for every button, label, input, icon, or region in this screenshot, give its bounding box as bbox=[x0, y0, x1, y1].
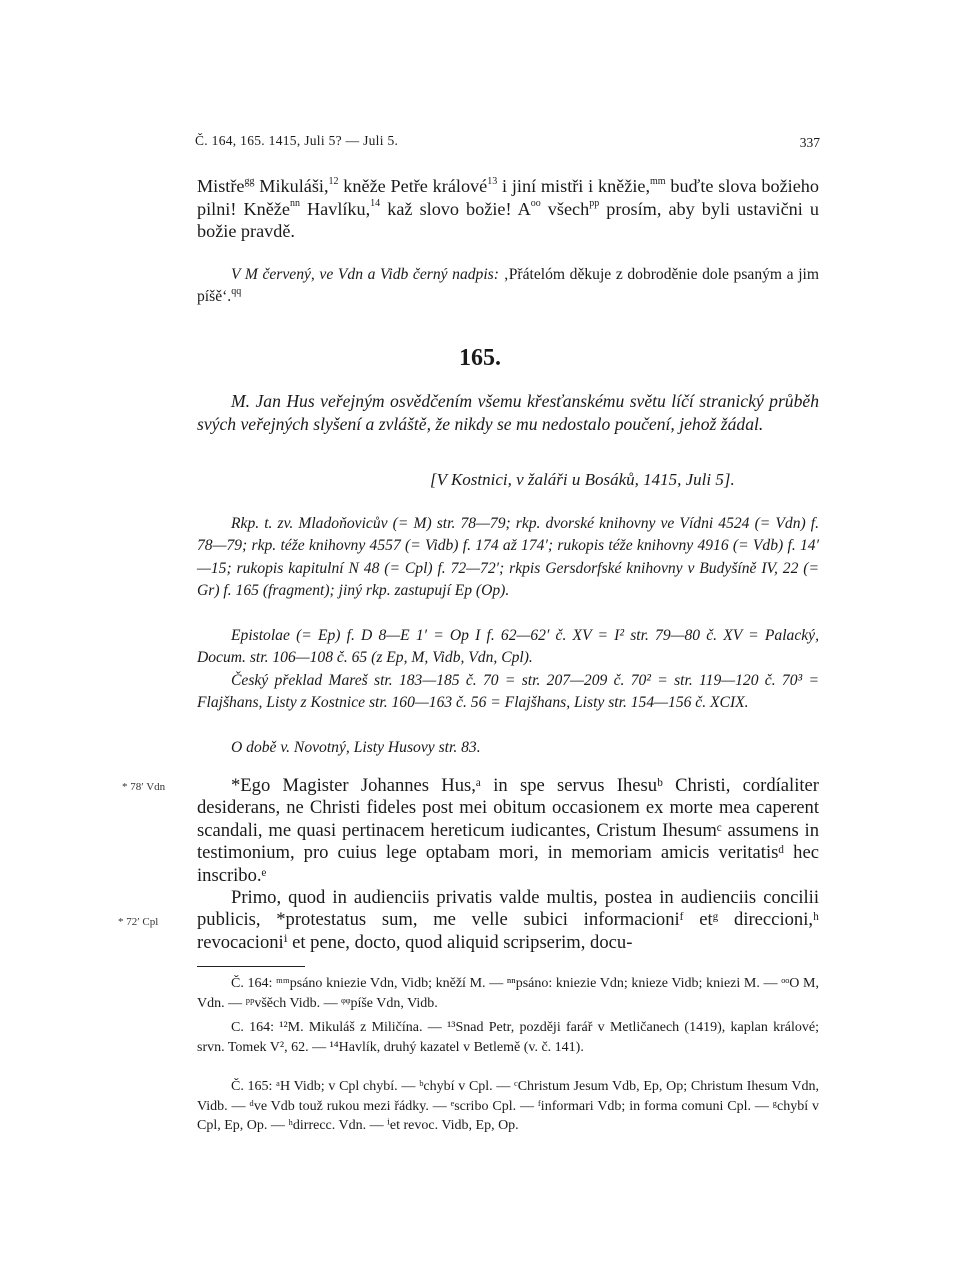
note-italic: V M červený, ve Vdn a Vidb černý nadpis: bbox=[231, 266, 499, 283]
footnote-ref: qq bbox=[231, 286, 242, 298]
intro-text: všech bbox=[540, 198, 590, 219]
footnote-ref: oo bbox=[530, 198, 541, 210]
intro-text: Havlíku, bbox=[299, 198, 371, 219]
intro-text: i jiní mistři i kněžie, bbox=[497, 176, 651, 196]
margin-note-vdn: * 78′ Vdn bbox=[122, 781, 166, 793]
footnote-164a: Č. 164: ᵐᵐpsáno kniezie Vdn, Vidb; kněží M. — ⁿⁿpsáno: kniezie Vdn; knieze Vidb; kniezi M. — ᵒᵒO M, Vdn. — ᵖᵖvšěch Vidb. — ᵠᵠpíše Vdn, Vidb. bbox=[197, 976, 819, 1011]
running-header bbox=[195, 133, 820, 155]
header-title: Č. 164, 165. 1415, Juli 5? — Juli 5. bbox=[195, 133, 399, 148]
intro-text: prosím, aby byli ustavični u božie pravdě. bbox=[197, 198, 819, 241]
letter-summary: M. Jan Hus veřejným osvědčením všemu křesťanskému světu líčí stranický průběh svých veřejných slyšení a zvláště, že nikdy se mu nedostalo poučení, jehož žádal. bbox=[197, 391, 819, 434]
letter-number: 165. bbox=[459, 345, 501, 371]
margin-note-cpl: * 72′ Cpl bbox=[118, 916, 159, 928]
intro-paragraph bbox=[197, 175, 819, 243]
page-number: 337 bbox=[799, 135, 820, 150]
footnote-164b: C. 164: ¹²M. Mikuláš z Miličína. — ¹³Snad Petr, později farář v Metličanech (1419), kaplan králové; srvn. Tomek V², 62. — ¹⁴Havlík, druhý kazatel v Betlemě (v. č. 141). bbox=[197, 1020, 819, 1055]
intro-text: kaž slovo božie! A bbox=[380, 198, 531, 219]
footnote-ref: 12 bbox=[328, 175, 339, 187]
editorial-note bbox=[197, 264, 819, 309]
intro-text: Mistře bbox=[197, 176, 245, 196]
intro-text: buďte slova božieho pilni! Kněže bbox=[197, 176, 819, 219]
sources-4: O době v. Novotný, Listy Husovy str. 83. bbox=[231, 739, 481, 756]
footnote-ref: mm bbox=[650, 175, 666, 187]
latin-paragraph-2: Primo, quod in audienciis privatis valde multis, postea in audienciis concilii publicis, *protestatus sum, me velle subici informacioniᶠ etᵍ direccioni,ʰ revocacioniⁱ et pene, docto, quod aliquid scripserim, docu- bbox=[197, 887, 819, 953]
footnote-ref: gg bbox=[244, 175, 255, 187]
footnote-divider bbox=[197, 966, 305, 967]
letter-location: [V Kostnici, v žaláři u Bosáků, 1415, Juli 5]. bbox=[430, 470, 735, 489]
intro-text: Mikuláši, bbox=[254, 176, 329, 196]
footnote-ref: 13 bbox=[487, 175, 498, 187]
footnote-ref: pp bbox=[589, 198, 600, 210]
note-text: ‚Přátelóm děkuje z dobroděnie dole psaným a jim píšě‘. bbox=[197, 266, 819, 306]
footnote-ref: nn bbox=[289, 198, 300, 210]
footnote-165: Č. 165: ᵃH Vidb; v Cpl chybí. — ᵇchybí v Cpl. — ᶜChristum Jesum Vdb, Ep, Op; Christum Ihesum Vdn, Vidb. — ᵈve Vdb touž rukou mezi řádky. — ᵉscribo Cpl. — ᶠinformari Vdb; in forma comuni Cpl. — ᵍchybí v Cpl, Ep, Op. — ʰdirrecc. Vdn. — ⁱet revoc. Vidb, Ep, Op. bbox=[197, 1079, 819, 1133]
sources-3: Český překlad Mareš str. 183—185 č. 70 = str. 207—209 č. 70² = str. 119—120 č. 70³ = Flajšhans, Listy z Kostnice str. 160—163 č. 56 = Flajšhans, Listy str. 154—156 č. XCIX. bbox=[197, 672, 819, 712]
sources-1: Rkp. t. zv. Mladoňovicův (= M) str. 78—79; rkp. dvorské knihovny ve Vídni 4524 (= Vdn) f. 78—79; rkp. téže knihovny 4557 (= Vidb) f. 174 až 174′; rukopis téže knihovny 4916 (= Vdb) f. 14′—15; rukopis kapitulní N 48 (= Cpl) f. 72—72′; rkpis Gersdorfské knihovny v Budyšíně IV, 22 (= Gr) f. 165 (fragment); jiný rkp. zastupují Ep (Op). bbox=[197, 515, 819, 600]
latin-paragraph-1: *Ego Magister Johannes Hus,ᵃ in spe servus Ihesuᵇ Christi, cordíaliter desiderans, ne Christi fideles post mei obitum occasionem ex morte mea caperent scandali, me quasi pertinacem hereticum iudicantes, Cristum Ihesumᶜ assumens in testimonium, pro cuius lege optabam mori, in memoriam amicis veritatisᵈ hec inscribo.ᵉ bbox=[197, 775, 819, 886]
footnote-ref: 14 bbox=[370, 198, 381, 210]
intro-text: kněže Petře králové bbox=[338, 176, 488, 196]
sources-2: Epistolae (= Ep) f. D 8—E 1′ = Op I f. 62—62′ č. XV = I² str. 79—80 č. XV = Palacký, Docum. str. 106—108 č. 65 (z Ep, M, Vidb, Vdn, Cpl). bbox=[197, 627, 819, 667]
